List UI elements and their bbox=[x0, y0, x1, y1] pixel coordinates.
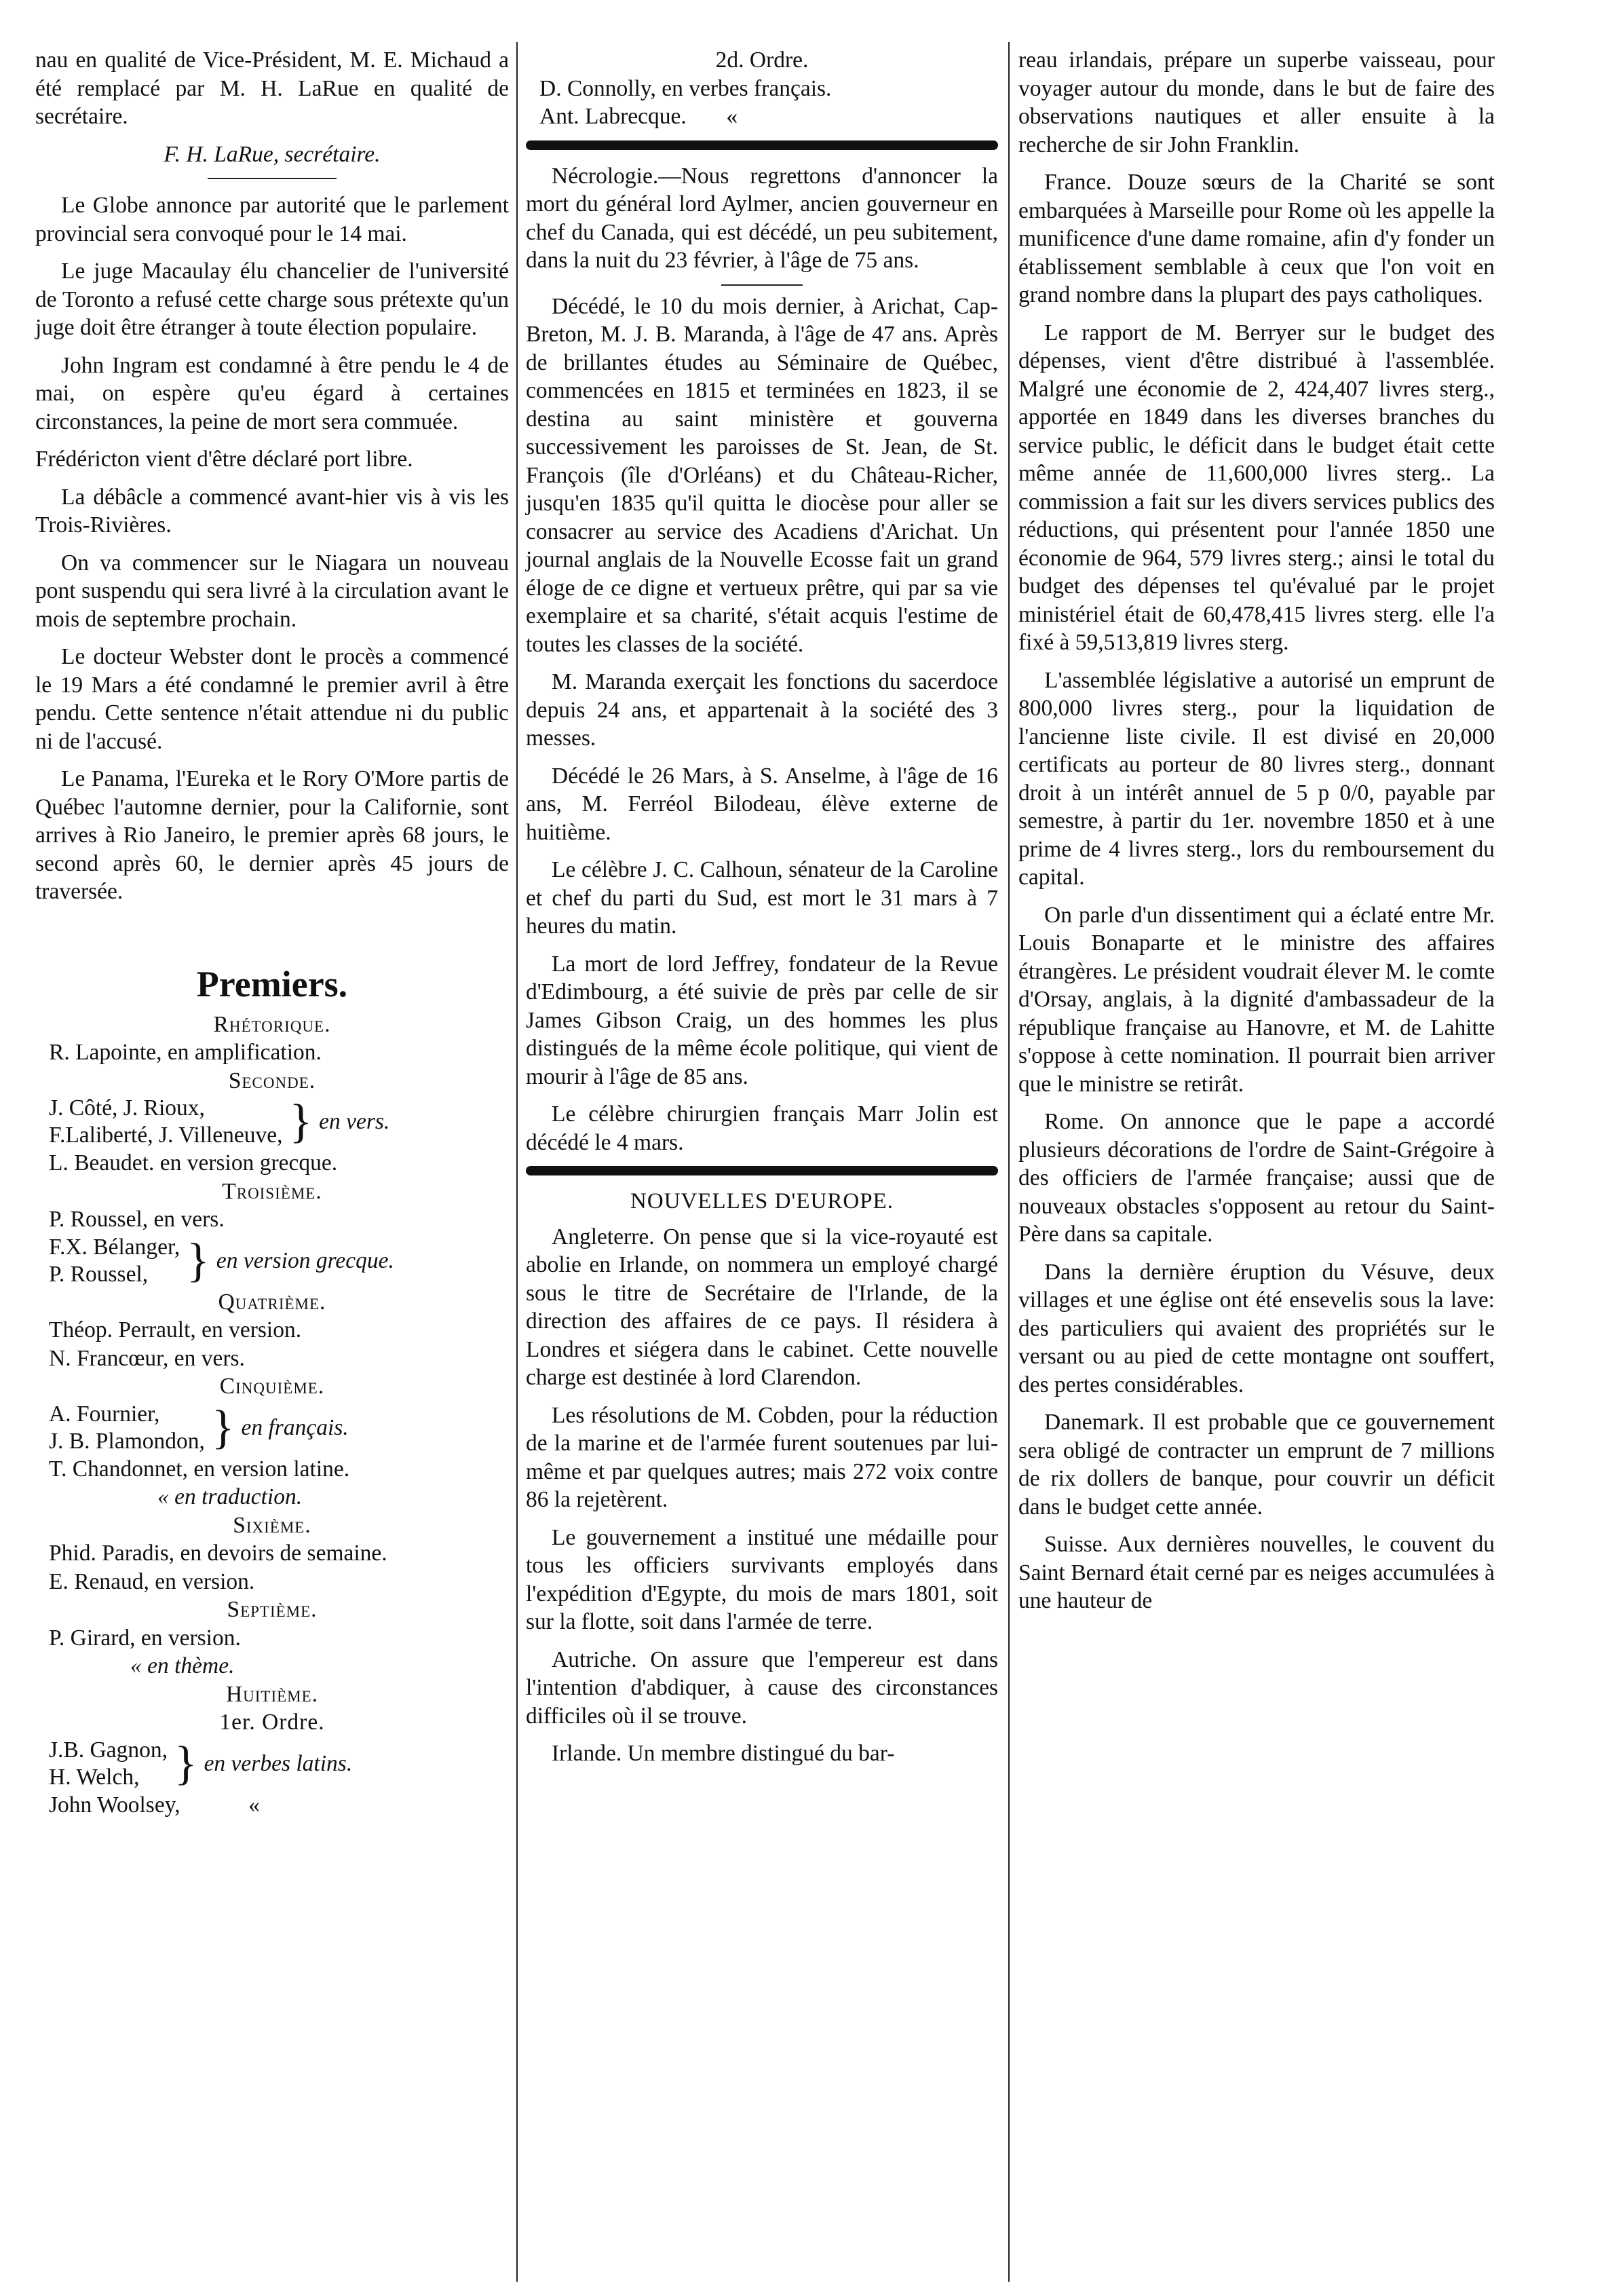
separator bbox=[721, 284, 803, 286]
article-danemark: Danemark. Il est probable que ce gouvernement sera obligé de contracter un emprunt de 7 millions de rix dollers de banque, pour couvrir un déficit dans le budget cette année. bbox=[1018, 1410, 1495, 1520]
article-angleterre: Angleterre. On pense que si la vice-royauté est abolie en Irlande, on nommera un employé chargé sous le titre de Secrétaire de l'Irlande, de la direction des affaires de ce pays. Il résidera à Londres et siégera dans le cabinet. Cette nouvelle charge est destinée à lord Clarendon. bbox=[526, 1224, 998, 1390]
brace: } bbox=[187, 1234, 210, 1287]
prize-subject: en vers. bbox=[319, 1109, 390, 1135]
article-debacle: La débâcle a commencé avant-hier vis à vis les Trois-Rivières. bbox=[35, 484, 509, 538]
article-macaulay: Le juge Macaulay élu chancelier de l'université de Toronto a refusé cette charge sous prétexte qu'un juge doit être étranger à toute élection populaire. bbox=[35, 259, 509, 340]
prize-entry: Phid. Paradis, en devoirs de semaine. bbox=[49, 1541, 387, 1566]
prize-entry: R. Lapointe, en amplification. bbox=[49, 1040, 322, 1065]
prize-name: J.B. Gagnon, bbox=[49, 1737, 168, 1763]
article-vesuve: Dans la dernière éruption du Vésuve, deux villages et une église ont été ensevelis sous la lave: des particuliers qui avaient des propriétés sur le versant ou au pied de cette montagne ont souffert, des pertes considérables. bbox=[1018, 1259, 1495, 1397]
prize-entry: T. Chandonnet, en version latine. bbox=[49, 1456, 350, 1482]
article-panama: Le Panama, l'Eureka et le Rory O'More partis de Québec l'automne dernier, pour la Californie, sont arrives à Rio Janeiro, le premier après 68 jours, le second après 60, le dernier après 45 jours de traversée. bbox=[35, 766, 509, 904]
prize-subject: en français. bbox=[241, 1414, 349, 1440]
prize-subject: en version grecque. bbox=[216, 1247, 394, 1273]
prize-entry: N. Francœur, en vers. bbox=[49, 1345, 245, 1371]
article-necrologie: Nécrologie.—Nous regrettons d'annoncer la mort du général lord Aylmer, ancien gouverneur en chef du Canada, qui est décédé, un peu subitement, dans la nuit du 23 février, à l'âge de 75 ans. bbox=[526, 163, 998, 273]
prize-entry: P. Girard, en version. bbox=[49, 1625, 241, 1651]
article-medaille: Le gouvernement a institué une médaille pour tous les officiers survivants employés dans l'expédition d'Egypte, du mois de mars 1801, soit sur la flotte, soit dans l'armée de terre. bbox=[526, 1524, 998, 1634]
article-jeffrey: La mort de lord Jeffrey, fondateur de la Revue d'Edimbourg, a été suivie de près par celle de sir James Gibson Craig, un des hommes les plus distingués de la même école politique, qui vient de mourir à l'âge de 85 ans. bbox=[526, 951, 998, 1089]
thick-separator bbox=[526, 140, 998, 150]
separator bbox=[208, 178, 337, 179]
article-emprunt: L'assemblée législative a autorisé un emprunt de 800,000 livres sterg., pour la liquidation de l'ancienne liste civile. Il est divisé en 20,000 certificats au porteur de 80 livres sterg., donnant droit à un intérêt annuel de 5 p 0/0, payable par semestre, à partir du 1er. novembre 1850 et à une prime de 4 livres sterg., lors du remboursement du capital. bbox=[1018, 667, 1495, 890]
section-heading-europe: NOUVELLES D'EUROPE. bbox=[630, 1189, 894, 1213]
article-bilodeau: Décédé le 26 Mars, à S. Anselme, à l'âge de 16 ans, M. Ferréol Bilodeau, élève externe de huitième. bbox=[526, 763, 998, 845]
article-webster: Le docteur Webster dont le procès a commencé le 19 Mars a été condamné le premier avril à être pendu. Cette sentence n'était attendue ni du public ni de l'accusé. bbox=[35, 644, 509, 754]
article-cobden: Les résolutions de M. Cobden, pour la réduction de la marine et de l'armée furent soutenues par lui-même et par quelques autres; mais 272 voix contre 86 la rejetèrent. bbox=[526, 1402, 998, 1512]
article-irlande: Irlande. Un membre distingué du bar- bbox=[552, 1741, 895, 1766]
class-troisieme: Troisième. bbox=[222, 1178, 322, 1204]
prize-name: A. Fournier, bbox=[49, 1401, 160, 1427]
article-berryer: Le rapport de M. Berryer sur le budget des dépenses, vient d'être distribué à l'assemblée. Malgré une économie de 2, 424,407 livres sterg., apportée en 1849 dans les diverses branches du service public, le déficit dans le budget était cette même année de 11,600,000 livres sterg.. La commission a fait sur les divers services publics des réductions, qui présentent pour l'année 1850 une économie de 964, 579 livres sterg.; ainsi le total du budget des dépenses tel qu'évalué par le projet ministériel était de 60,478,415 livres sterg. elle l'a fixé à 59,513,819 livres sterg. bbox=[1018, 320, 1495, 655]
article-rome: Rome. On annonce que le pape a accordé plusieurs décorations de l'ordre de Saint-Grégoire à des officiers de l'armée française; aussi que de nouveaux obstacles s'opposent au retour du Saint-Père dans sa capitale. bbox=[1018, 1109, 1495, 1247]
article-maranda: Décédé, le 10 du mois dernier, à Arichat, Cap-Breton, M. J. B. Maranda, à l'âge de 47 ans. Après de brillantes études au Séminaire de Québec, commencées en 1815 et terminées en 1823, il se destina au saint ministère et gouverna successivement les paroisses de St. Jean, de St. François (île d'Orléans) et du Château-Richer, jusqu'en 1835 qu'il quitta le diocèse pour aller se consacrer au service des Acadiens d'Arichat. Un journal anglais de la Nouvelle Ecosse fait un grand éloge de ce digne et vertueux prêtre, qui par sa vie exemplaire et sa charité, s'était acquis l'estime de toutes les classes de la société. bbox=[526, 293, 998, 657]
prize-name: F.Laliberté, J. Villeneuve, bbox=[49, 1123, 283, 1148]
signature: F. H. LaRue, secrétaire. bbox=[164, 141, 381, 167]
column-rule-right bbox=[1008, 42, 1010, 2282]
prize-group bbox=[49, 1095, 509, 1149]
prize-name: J. B. Plamondon, bbox=[49, 1428, 205, 1454]
column-1 bbox=[35, 46, 509, 1819]
column-2 bbox=[526, 46, 998, 1777]
prize-name: H. Welch, bbox=[49, 1764, 140, 1790]
prize-entry: « en thème. bbox=[130, 1653, 235, 1678]
order-label: 2d. Ordre. bbox=[715, 48, 809, 73]
prize-group bbox=[49, 1401, 509, 1455]
class-quatrieme: Quatrième. bbox=[218, 1289, 326, 1315]
class-huitieme: Huitième. bbox=[225, 1681, 319, 1707]
class-seconde: Seconde. bbox=[228, 1068, 316, 1093]
prize-group bbox=[49, 1234, 509, 1288]
prize-subject: en verbes latins. bbox=[204, 1750, 353, 1776]
prize-name: P. Roussel, bbox=[49, 1261, 149, 1287]
article-ingram: John Ingram est condamné à être pendu le 4 de mai, on espère qu'eu égard à certaines circonstances, la peine de mort sera commuée. bbox=[35, 352, 509, 434]
class-rhetorique: Rhétorique. bbox=[213, 1011, 331, 1037]
article-larue: nau en qualité de Vice-Président, M. E. Michaud a été remplacé par M. H. LaRue en qualité de secrétaire. bbox=[35, 48, 509, 129]
premiers-heading: Premiers. bbox=[196, 963, 348, 1004]
prize-entry: John Woolsey, « bbox=[49, 1792, 260, 1818]
class-septieme: Septième. bbox=[227, 1597, 318, 1622]
prize-entry: Ant. Labrecque. « bbox=[539, 104, 738, 129]
article-autriche: Autriche. On assure que l'empereur est dans l'intention d'abdiquer, à cause des circonstances difficiles où il se trouve. bbox=[526, 1646, 998, 1729]
article-calhoun: Le célèbre J. C. Calhoun, sénateur de la Caroline et chef du parti du Sud, est mort le 31 mars à 7 heures du matin. bbox=[526, 857, 998, 939]
class-sixieme: Sixième. bbox=[233, 1512, 311, 1538]
article-irlande-cont: reau irlandais, prépare un superbe vaisseau, pour voyager autour du monde, dans le but de faire des observations nautiques et aller ensuite à la recherche de sir John Franklin. bbox=[1018, 48, 1495, 157]
brace: } bbox=[289, 1095, 313, 1148]
class-cinquieme: Cinquième. bbox=[219, 1374, 325, 1399]
prize-entry: D. Connolly, en verbes français. bbox=[539, 75, 832, 101]
prize-entry: L. Beaudet. en version grecque. bbox=[49, 1150, 338, 1175]
prize-name: F.X. Bélanger, bbox=[49, 1234, 180, 1260]
prize-entry: « en traduction. bbox=[157, 1484, 303, 1509]
brace: } bbox=[174, 1737, 197, 1790]
column-3 bbox=[1018, 46, 1495, 1625]
order-label: 1er. Ordre. bbox=[219, 1710, 325, 1735]
prize-entry: Théop. Perrault, en version. bbox=[49, 1317, 302, 1342]
prize-group bbox=[49, 1737, 509, 1791]
prize-entry: P. Roussel, en vers. bbox=[49, 1207, 225, 1232]
article-globe: Le Globe annonce par autorité que le parlement provincial sera convoqué pour le 14 mai. bbox=[35, 193, 509, 246]
article-fredericton: Frédéricton vient d'être déclaré port libre. bbox=[35, 447, 413, 472]
prize-name: J. Côté, J. Rioux, bbox=[49, 1095, 205, 1121]
article-maranda-2: M. Maranda exerçait les fonctions du sacerdoce depuis 24 ans, et appartenait à la société des 3 messes. bbox=[526, 669, 998, 751]
article-jolin: Le célèbre chirurgien français Marr Jolin est décédé le 4 mars. bbox=[526, 1102, 998, 1155]
article-france: France. Douze sœurs de la Charité se sont embarquées à Marseille pour Rome où les appelle la munificence d'une dame romaine, afin d'y fonder un établissement semblable à ceux que l'on voit en grand nombre dans la plupart des pays catholiques. bbox=[1018, 170, 1495, 307]
prize-entry: E. Renaud, en version. bbox=[49, 1568, 255, 1594]
column-rule-left bbox=[516, 42, 518, 2282]
brace: } bbox=[211, 1401, 235, 1454]
article-suisse: Suisse. Aux dernières nouvelles, le couvent du Saint Bernard était cerné par es neiges accumulées à une hauteur de bbox=[1018, 1532, 1495, 1613]
article-bonaparte: On parle d'un dissentiment qui a éclaté entre Mr. Louis Bonaparte et le ministre des affaires étrangères. Le président voudrait élever M. le comte d'Orsay, anglais, à la dignité d'ambassadeur de la république française au Hanovre, et M. de Lahitte s'oppose à cette nomination. Il pourrait bien arriver que le ministre se retirât. bbox=[1018, 902, 1495, 1097]
article-niagara: On va commencer sur le Niagara un nouveau pont suspendu qui sera livré à la circulation avant le mois de septembre prochain. bbox=[35, 550, 509, 632]
thick-separator bbox=[526, 1166, 998, 1175]
